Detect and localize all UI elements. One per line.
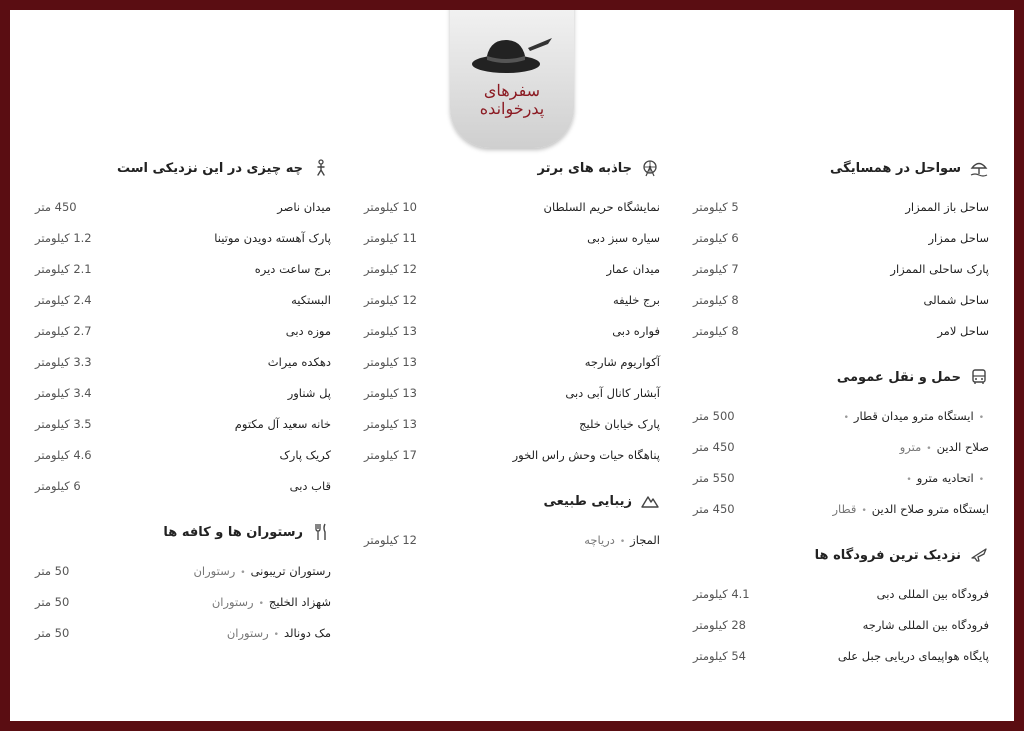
- item-distance: 17 کیلومتر: [364, 447, 417, 462]
- item-distance: 450 متر: [693, 439, 735, 454]
- attractions-section: [364, 153, 660, 470]
- item-name: المجاز•دریاچه: [584, 532, 660, 547]
- transit-header: [693, 362, 989, 392]
- item-type: مترو: [899, 439, 922, 454]
- item-distance: 13 کیلومتر: [364, 385, 417, 400]
- list-item[interactable]: [35, 315, 331, 346]
- list-item[interactable]: [35, 377, 331, 408]
- list-item[interactable]: [364, 253, 660, 284]
- list-item[interactable]: [35, 617, 331, 648]
- item-type: رستوران: [193, 563, 236, 578]
- item-distance: 13 کیلومتر: [364, 416, 417, 431]
- item-distance: 8 کیلومتر: [693, 292, 739, 307]
- nature-header: [364, 486, 660, 516]
- middle-column: [364, 153, 660, 571]
- item-name: سیاره سبز دبی: [587, 230, 660, 245]
- list-item[interactable]: [693, 431, 989, 462]
- brand-logo[interactable]: [450, 10, 574, 148]
- separator-dot: •: [619, 536, 626, 547]
- nearby-list: [35, 191, 331, 501]
- item-name: پایگاه هواپیمای دریایی جبل علی: [837, 648, 989, 663]
- list-item[interactable]: [693, 315, 989, 346]
- item-name: خانه سعید آل مکتوم: [234, 416, 331, 431]
- separator-dot: •: [926, 443, 932, 454]
- item-name: پناهگاه حیات وحش راس الخور: [512, 447, 660, 462]
- item-distance: 4.6 کیلومتر: [35, 447, 92, 462]
- item-name: رستوران تریبونی•رستوران: [193, 563, 331, 578]
- item-name: آکواریوم شارجه: [584, 354, 660, 369]
- item-name: البستکیه: [291, 292, 331, 307]
- separator-dot: •: [258, 598, 264, 609]
- separator-dot: •: [906, 474, 912, 485]
- item-name: ساحل ممزار: [928, 230, 989, 245]
- section-title: زیبایی طبیعی: [543, 493, 632, 509]
- right-column: [693, 153, 989, 687]
- list-item[interactable]: [35, 346, 331, 377]
- item-distance: 5 کیلومتر: [693, 199, 739, 214]
- airports-section: [693, 540, 989, 671]
- list-item[interactable]: [693, 284, 989, 315]
- item-distance: 550 متر: [693, 470, 735, 485]
- item-name: ساحل لامر: [937, 323, 989, 338]
- item-name: ایستگاه مترو صلاح الدین•قطار: [832, 501, 989, 516]
- list-item[interactable]: [693, 462, 989, 493]
- nearby-header: [35, 153, 331, 183]
- walking-person-icon: [311, 158, 331, 178]
- list-item[interactable]: [35, 439, 331, 470]
- hat-icon: [468, 32, 558, 82]
- item-name: شهزاد الخلیج•رستوران: [211, 594, 331, 609]
- item-type: دریاچه: [584, 532, 615, 547]
- item-name: آبشار کانال آبی دبی: [565, 385, 660, 400]
- attractions-list: [364, 191, 660, 470]
- list-item[interactable]: [364, 346, 660, 377]
- list-item[interactable]: [35, 408, 331, 439]
- list-item[interactable]: [693, 400, 989, 431]
- nature-list: [364, 524, 660, 555]
- item-distance: 450 متر: [693, 501, 735, 516]
- list-item[interactable]: [364, 408, 660, 439]
- beaches-list: [693, 191, 989, 346]
- separator-dot: •: [861, 505, 867, 516]
- item-type: رستوران: [226, 625, 269, 640]
- transit-section: [693, 362, 989, 524]
- item-name: پارک آهسته دویدن موتینا: [214, 230, 331, 245]
- list-item[interactable]: [693, 222, 989, 253]
- separator-dot: •: [978, 412, 984, 423]
- separator-dot: •: [978, 474, 984, 485]
- list-item[interactable]: [693, 493, 989, 524]
- beach-umbrella-icon: [969, 158, 989, 178]
- list-item[interactable]: [364, 284, 660, 315]
- page-frame: [10, 10, 1014, 721]
- item-distance: 2.7 کیلومتر: [35, 323, 92, 338]
- section-title: سواحل در همسایگی: [829, 160, 961, 176]
- item-name: فواره دبی: [612, 323, 660, 338]
- list-item[interactable]: [35, 253, 331, 284]
- item-name: •اتحادیه مترو•: [906, 470, 984, 485]
- attractions-header: [364, 153, 660, 183]
- mountain-icon: [640, 491, 660, 511]
- transit-list: [693, 400, 989, 524]
- list-item[interactable]: [35, 555, 331, 586]
- section-title: جاذبه های برتر: [537, 160, 632, 176]
- item-distance: 6 کیلومتر: [693, 230, 739, 245]
- airports-list: [693, 578, 989, 671]
- list-item[interactable]: [35, 191, 331, 222]
- item-name: صلاح الدین•مترو: [899, 439, 989, 454]
- list-item[interactable]: [364, 439, 660, 470]
- restaurants-header: [35, 517, 331, 547]
- restaurants-list: [35, 555, 331, 648]
- list-item[interactable]: [364, 191, 660, 222]
- list-item[interactable]: [693, 578, 989, 609]
- list-item[interactable]: [364, 315, 660, 346]
- item-distance: 450 متر: [35, 199, 77, 214]
- item-distance: 13 کیلومتر: [364, 354, 417, 369]
- item-name: میدان عمار: [606, 261, 660, 276]
- section-title: چه چیزی در این نزدیکی است: [117, 160, 303, 176]
- item-distance: 3.3 کیلومتر: [35, 354, 92, 369]
- bus-icon: [969, 367, 989, 387]
- list-item[interactable]: [364, 377, 660, 408]
- item-distance: 28 کیلومتر: [693, 617, 746, 632]
- list-item[interactable]: [693, 253, 989, 284]
- beaches-section: [693, 153, 989, 346]
- separator-dot: •: [273, 629, 279, 640]
- item-name: قاب دبی: [289, 478, 331, 493]
- item-type: رستوران: [211, 594, 254, 609]
- airplane-icon: [969, 545, 989, 565]
- airports-header: [693, 540, 989, 570]
- item-distance: 6 کیلومتر: [35, 478, 81, 493]
- item-distance: 12 کیلومتر: [364, 532, 417, 547]
- item-distance: 54 کیلومتر: [693, 648, 746, 663]
- logo-text: سفرهای پدرخوانده: [479, 81, 545, 118]
- ferris-wheel-icon: [640, 158, 660, 178]
- item-name: برج خلیفه: [613, 292, 660, 307]
- list-item[interactable]: [364, 524, 660, 555]
- item-distance: 12 کیلومتر: [364, 261, 417, 276]
- nature-section: [364, 486, 660, 555]
- item-distance: 50 متر: [35, 625, 70, 640]
- fork-knife-icon: [311, 522, 331, 542]
- item-name: برج ساعت دیره: [254, 261, 331, 276]
- list-item[interactable]: [693, 640, 989, 671]
- item-distance: 10 کیلومتر: [364, 199, 417, 214]
- item-type: قطار: [832, 501, 857, 516]
- item-distance: 12 کیلومتر: [364, 292, 417, 307]
- restaurants-section: [35, 517, 331, 648]
- item-name: ساحل باز الممزار: [905, 199, 989, 214]
- item-distance: 11 کیلومتر: [364, 230, 417, 245]
- list-item[interactable]: [693, 609, 989, 640]
- section-title: نزدیک ترین فرودگاه ها: [814, 547, 961, 563]
- item-name: نمایشگاه حریم السلطان: [543, 199, 660, 214]
- item-name: موزه دبی: [285, 323, 331, 338]
- item-distance: 50 متر: [35, 563, 70, 578]
- left-column: [35, 153, 331, 664]
- item-name: فرودگاه بین المللی شارجه: [862, 617, 989, 632]
- list-item[interactable]: [35, 470, 331, 501]
- item-distance: 500 متر: [693, 408, 735, 423]
- list-item[interactable]: [364, 222, 660, 253]
- item-name: دهکده میراث: [267, 354, 331, 369]
- item-name: پارک خیابان خلیج: [579, 416, 660, 431]
- item-name: مک دونالد•رستوران: [226, 625, 331, 640]
- item-distance: 8 کیلومتر: [693, 323, 739, 338]
- item-name: •ایستگاه مترو میدان قطار•: [843, 408, 984, 423]
- separator-dot: •: [240, 567, 246, 578]
- beaches-header: [693, 153, 989, 183]
- nearby-section: [35, 153, 331, 501]
- item-distance: 2.4 کیلومتر: [35, 292, 92, 307]
- item-distance: 4.1 کیلومتر: [693, 586, 750, 601]
- item-distance: 3.4 کیلومتر: [35, 385, 92, 400]
- item-name: میدان ناصر: [277, 199, 331, 214]
- list-item[interactable]: [35, 586, 331, 617]
- section-title: رستوران ها و کافه ها: [163, 524, 303, 540]
- item-name: ساحل شمالی: [923, 292, 989, 307]
- item-distance: 2.1 کیلومتر: [35, 261, 92, 276]
- item-distance: 50 متر: [35, 594, 70, 609]
- item-name: پل شناور: [287, 385, 331, 400]
- item-distance: 3.5 کیلومتر: [35, 416, 92, 431]
- item-name: فرودگاه بین المللی دبی: [876, 586, 989, 601]
- list-item[interactable]: [35, 284, 331, 315]
- item-distance: 1.2 کیلومتر: [35, 230, 92, 245]
- separator-dot: •: [843, 412, 849, 423]
- item-distance: 7 کیلومتر: [693, 261, 739, 276]
- item-name: پارک ساحلی الممزار: [890, 261, 989, 276]
- item-name: کریک پارک: [279, 447, 331, 462]
- item-distance: 13 کیلومتر: [364, 323, 417, 338]
- section-title: حمل و نقل عمومی: [836, 369, 961, 385]
- list-item[interactable]: [693, 191, 989, 222]
- list-item[interactable]: [35, 222, 331, 253]
